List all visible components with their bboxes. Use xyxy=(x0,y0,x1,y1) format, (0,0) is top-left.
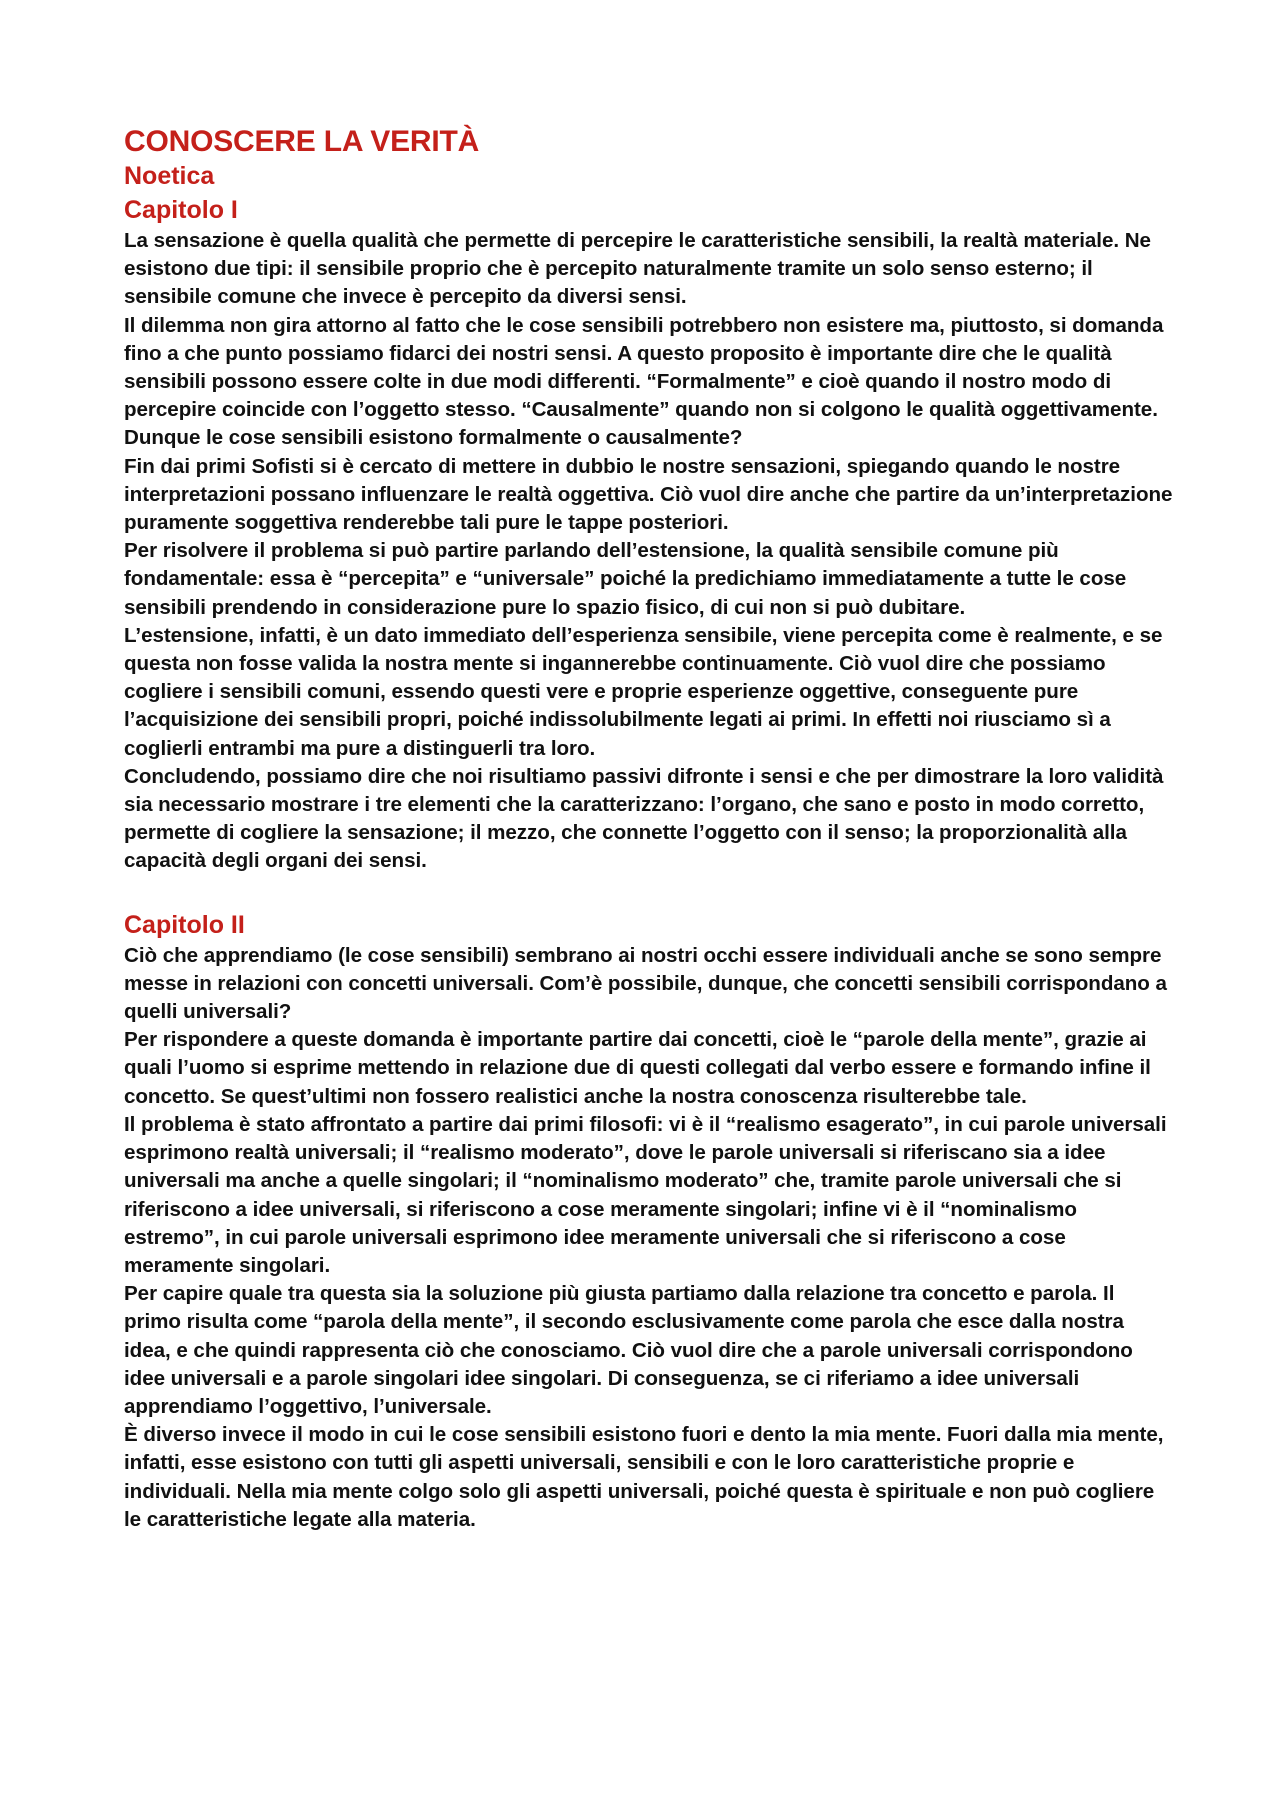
chapter-2 xyxy=(124,908,1174,1534)
paragraph: Il problema è stato affrontato a partire dai primi filosofi: vi è il “realismo esagerato”, in cui parole universali esprimono realtà universali; il “realismo moderato”, dove le parole universali si riferiscano sia a idee universali ma anche a quelle singolari; il “nominalismo moderato” che, tramite parole universali che si riferiscono a idee universali, si riferiscono a cose meramente singolari; infine vi è il “nominalismo estremo”, in cui parole universali esprimono idee meramente universali che si riferiscono a cose meramente singolari. xyxy=(124,1112,1167,1277)
paragraph: Ciò che apprendiamo (le cose sensibili) sembrano ai nostri occhi essere individuali anche se sono sempre messe in relazioni con concetti universali. Com’è possibile, dunque, che concetti sensibili corrispondano a quelli universali? xyxy=(124,943,1167,1024)
paragraph: Il dilemma non gira attorno al fatto che le cose sensibili potrebbero non esistere ma, piuttosto, si domanda fino a che punto possiamo fidarci dei nostri sensi. A questo proposito è importante dire che le qualità sensibili possono essere colte in due modi differenti. “Formalmente” e cioè quando il nostro modo di percepire coincide con l’oggetto stesso. “Causalmente” quando non si colgono le qualità oggettivamente. Dunque le cose sensibili esistono formalmente o causalmente? xyxy=(124,313,1164,450)
chapter-1 xyxy=(124,193,1174,876)
section-title: Noetica xyxy=(124,162,215,190)
paragraph: Per rispondere a queste domanda è importante partire dai concetti, cioè le “parole della mente”, grazie ai quali l’uomo si esprime mettendo in relazione due di questi collegati dal verbo essere e formando infine il concetto. Se quest’ultimi non fossero realistici anche la nostra conoscenza risulterebbe tale. xyxy=(124,1028,1151,1108)
paragraph: Fin dai primi Sofisti si è cercato di mettere in dubbio le nostre sensazioni, spiegando quando le nostre interpretazioni possano influenzare le realtà oggettiva. Ciò vuol dire anche che partire da un’interpretazione puramente soggettiva renderebbe tali pure le tappe posteriori. xyxy=(124,454,1173,535)
document-title: CONOSCERE LA VERITÀ xyxy=(124,125,480,158)
chapter-title: Capitolo I xyxy=(124,196,238,224)
paragraph: Per risolvere il problema si può partire parlando dell’estensione, la qualità sensibile comune più fondamentale: essa è “percepita” e “universale” poiché la predichiamo immediatamente a tutte le cose sensibili prendendo in considerazione pure lo spazio fisico, di cui non si può dubitare. xyxy=(124,539,1127,619)
paragraph: L’estensione, infatti, è un dato immediato dell’esperienza sensibile, viene percepita come è realmente, e se questa non fosse valida la nostra mente si ingannerebbe continuamente. Ciò vuol dire che possiamo cogliere i sensibili comuni, essendo questi vere e proprie esperienze oggettive, conseguente pure l’acquisizione dei sensibili propri, poiché indissolubilmente legati ai primi. In effetti noi riusciamo sì a coglierli entrambi ma pure a distinguerli tra loro. xyxy=(124,623,1163,760)
document-page xyxy=(124,124,1174,1534)
paragraph: Per capire quale tra questa sia la soluzione più giusta partiamo dalla relazione tra concetto e parola. Il primo risulta come “parola della mente”, il secondo esclusivamente come parola che esce dalla nostra idea, e che quindi rappresenta ciò che conosciamo. Ciò vuol dire che a parole universali corrispondono idee universali e a parole singolari idee singolari. Di conseguenza, se ci riferiamo a idee universali apprendiamo l’oggettivo, l’universale. xyxy=(124,1282,1133,1418)
chapter-title: Capitolo II xyxy=(124,910,245,939)
paragraph: La sensazione è quella qualità che permette di percepire le caratteristiche sensibili, la realtà materiale. Ne esistono due tipi: il sensibile proprio che è percepito naturalmente tramite un solo senso esterno; il sensibile comune che invece è percepito da diversi sensi. xyxy=(124,229,1151,309)
paragraph: Concludendo, possiamo dire che noi risultiamo passivi difronte i sensi e che per dimostrare la loro validità sia necessario mostrare i tre elementi che la caratterizzano: l’organo, che sano e posto in modo corretto, permette di cogliere la sensazione; il mezzo, che connette l’oggetto con il senso; la proporzionalità alla capacità degli organi dei sensi. xyxy=(124,764,1164,873)
paragraph: È diverso invece il modo in cui le cose sensibili esistono fuori e dento la mia mente. Fuori dalla mia mente, infatti, esse esistono con tutti gli aspetti universali, sensibili e con le loro caratteristiche proprie e individuali. Nella mia mente colgo solo gli aspetti universali, poiché questa è spirituale e non può cogliere le caratteristiche legate alla materia. xyxy=(124,1423,1164,1531)
